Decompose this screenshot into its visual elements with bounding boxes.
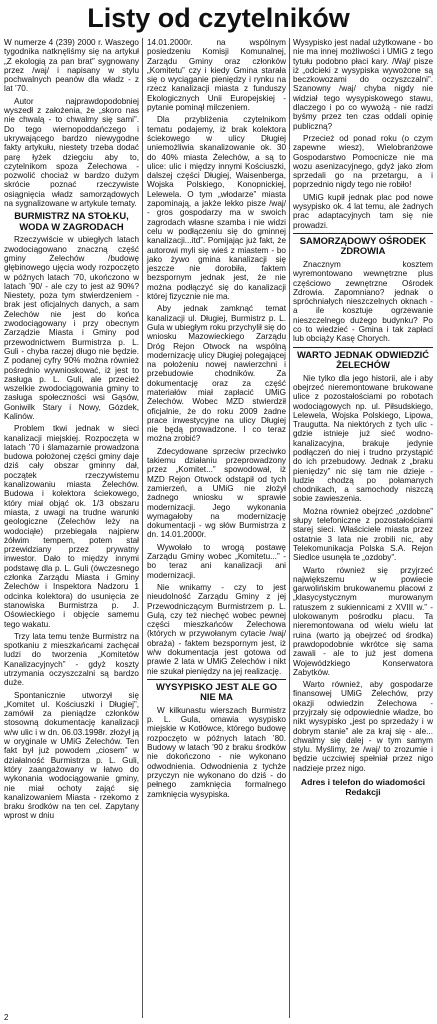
column-divider [289, 38, 290, 1018]
page-title: Listy od czytelników [87, 3, 350, 33]
section-heading: BURMISTRZ NA STOŁKU, WODA W ZAGRODACH [14, 210, 129, 232]
paragraph: 14.01.2000r. na wspólnym posiedzeniu Komisji Komunalnej, Zarządu Gminy oraz członków „Komitetu” czy i kiedy Gmina starała się o wyciąganie pieniędzy i rynku na rzecz kanalizacji miasta z funduszy Ekologicznych Unii Europejskiej - pytanie pominął milczeniem. [147, 38, 286, 113]
paragraph: Przecież od ponad roku (o czym zapewne wiesz), Wielobranżowe Gospodarstwo Pomocnicze nie ma wozu asenizacyjnego, gdyż jako złom sprzedali go na przetargu, a i poprzednio nigdy tego nie robiło! [293, 133, 433, 190]
paragraph: Trzy lata temu tenże Burmistrz na spotkaniu z mieszkańcami zachęcał ludzi do tworzenia „Komitetów Kanalizacyjnych” - gdyż koszty utrzymania oczyszczalni są bardzo duże. [4, 631, 139, 688]
paragraph: Aby jednak zamknąć temat kanalizacji ul. Długiej, Burmistrz p. L. Gula w ubiegłym roku przychylił się do wniosku Mazowieckiego Zarządu Dróg Rejon Otwock na wspólną modernizację ulicy Długiej polegającej na położeniu nowej nawierzchni i przebudowie chodników. Za dokumentację oraz za część materiałów miał zapłacić UMiG Żelechów. Wobec MZD stwierdził oficjalnie, że do roku 2009 żadne prace inwestycyjne na ulicy Długiej nie będą prowadzone. I co teraz można zrobić? [147, 304, 286, 444]
paragraph: Nie tylko dla jego historii, ale i aby obejrzeć nieremontowane brukowane ulice z pozostałościami po robotach wodociągowych np. ul. Piłsudskiego, Lelewela, Wojska Polskiego, Lipowa, Traugutta. Na niektórych z tych ulic - gdzie istnieje już sieć wodno-kanalizacyjna, brakuje jedynie podłączeń do niej i trudno przystąpić do ich przebudowy. Jednak z „braku pieniędzy” nic się tam nie dzieje - ludzie chodzą po połamanych chodnikach, a samochody niszczą sobie zawieszenia. [293, 373, 433, 504]
page-number: 2 [4, 1013, 9, 1022]
column-2 [147, 38, 286, 802]
paragraph: Można również obejrzeć „ozdobne” słupy telefoniczne z pozostałościami starej sieci. Właściciele miasta przez ostatnie 3 lata nie zrobili nic, aby Telekomunikacja Polska S.A. Rejon Siedlce usunęła te „ozdoby”. [293, 506, 433, 563]
paragraph: Warto również się przyjrzeć największemu w powiecie garwolińskim brukowanemu placowi z „klasycystycznym murowanym ratuszem z sukiennicami z XVIII w.” - ulokowanym pośrodku placu. Ta nieremontowana od wielu wielu lat ruina (warto ją obejrzeć od środka) prawdopodobnie wkrótce się sama zawali - ale to już jest domena Wojewódzkiego Konserwatora Zabytków. [293, 565, 433, 677]
paragraph: Wywołało to wrogą postawę Zarządu Gminy wobec „Komitetu...” - bo teraz ani kanalizacji ani modernizacji. [147, 542, 286, 580]
column-1 [4, 38, 139, 824]
paragraph: Warto również, aby gospodarze finansowej UMiG Żelechów, przy okazji odwiedzin Żelechowa - przyjrzały się odpowiednie władze, bo nikt wysypisko „jest po sprzedaży i w dobrym stanie” ale za kraj się - ale... chwalmy się dalej - w tym samym stylu. Myślimy, że /waj/ to zrozumie i będzie uczciwiej spełniał przez nigo nadzieje przez nigo. [293, 680, 433, 773]
paragraph: Zdecydowane sprzeciw przeciwko takiemu działaniu przeprowadzony przez „Komitet...” spowodował, iż MZD Rejon Otwock odstąpił od tych zamierzeń, a UMiG nie złożył żadnego wniosku w sprawie modernizacji. Jego wykonania wymagałoby na modernizację dokumentacji - wg słów Burmistrza z dn. 14.01.2000r. [147, 446, 286, 540]
signature: Adres i telefon do wiadomości Redakcji [300, 777, 426, 798]
paragraph: W kilkunastu wierszach Burmistrz p. L. Gula, omawia wysypisko miejskie w Kotłówce, którego budowę rozpoczęto w późnych latach ’80. Budowy w latach ’90 z braku środków nie dokończono - nie wykonano odwodnienia. Odwodnienia z tychże przyczyn nie wykonano do dziś - do pełnego zamknięcia formalnego zamknięcia wysypiska. [147, 705, 286, 799]
paragraph: W numerze 4 (239) 2000 r. Waszego tygodnika natknęliśmy się na artykuł „Z ekologią za pan brat” sygnowany przez /waj/ i napisany w stylu pochwalnych peanów dla władz - z lat ’70. [4, 38, 139, 94]
paragraph: Spontanicznie utworzył się „Komitet ul. Kościuszki i Długiej”, zamówił za pieniądze członków stosowną dokumentację kanalizacji w/w ulic i w dn. 06.03.1998r. złożył ją w oryginale w UMiG Żelechów. Ten fakt był już powodem „ciosem” w działalność Burmistrza p. L. Guli, który zaangażowany w łatwo do wykonania wodociągowanie gminy, nie miał ochoty zająć się kanalizowaniem Miasta - rzekomo z braku środków na ten cel. Zapytany wprost w dniu [4, 690, 139, 821]
paragraph: UMiG kupił jednak plac pod nowe wysypisko ok. 4 lat temu, ale żadnych prac adaptacyjnych tam się nie prowadzi. [293, 192, 433, 230]
paragraph: Rzeczywiście w ubiegłych latach zwodociągowano znaczną część gminy Żelechów /budowę głębinowego ujęcia wody rozpoczęto w późnych latach ’70, ukończono w latach ’90/ - ale czy to jest aż 90%? Niestety, poza tym stwierdzeniem - brak jest oficjalnych danych, a sam Żelechów nie jest do końca zwodociągowany i przy obecnym Zarządzie Miasta i Gminy pod przewodnictwem Burmistrza p. L. Guli - chyba raczej długo nie będzie. Z podanej cyfry 90% można również pośrednio wywnioskować, iż jest to zasługa p. L. Guli, ale przecież wszelkie zwodociągowania gminy to zasługa społeczności wsi Gąsów, Goniwilk Stary i Nowy, Gózdek, Kalinów. [4, 235, 139, 421]
paragraph: Wysypisko jest nadal użytkowane - bo nie ma innej możliwości i UMiG z tego tytułu podobno płaci kary. /Waj/ pisze iż „odcieki z wysypiska wywożone są beczkowozami do oczyszczalni”. Szanowny /waj/ chyba nigdy nie widział tego wysypiskowego stawu, dlaczego i po co wywożą - nie radzi byśmy przez ten czas oddali opinię publiczną? [293, 38, 433, 131]
paragraph: Dla przybliżenia czytelnikom tematu podajemy, iż brak kolektora ściekowego w ulicy Długiej uniemożliwia skanalizowanie ok. 30 do 40% miasta Żelechów, a są to ulice: ulic i między innymi Kościuszki, dalszej części Długiej, Waisenberga, Wojska Polskiego, Konopnickiej, Lelewela. O tym „włodarze” miasta zapominają, a jakże lekko pisze /waj/ - gros gospodarzy ma w swoich zagrodach własne szamba i nie widzi celu w podłączeniu się do gminnej kanalizacji...itd”. Pomijając już fakt, że autorowi myli się wieś z miastem - bo jako żywo gmina kanalizacji się jeszcze nie dorobiła, faktem bezspornym jednak jest, że nie można podłączyć się do kanalizacji której fizycznie nie ma. [147, 115, 286, 302]
column-divider [142, 38, 143, 1018]
section-heading: SAMORZĄDOWY OŚRODEK ZDROWIA [293, 233, 433, 257]
paragraph: Nie wnikamy - czy to jest nieudolność Zarządu Gminy z jej Przewodniczącym Burmistrzem p. L. Gulą, czy też niechęć wobec pewnej części mieszkańców Żelechowa (których w przywołanym cytacie /waj/ obraża) - faktem bezspornym jest, iż w/w dokumentacja jest gotowa od prawie 2 lata w UMiG Żelechów i nikt nie szukał pieniędzy na jej realizację. [147, 582, 286, 676]
paragraph: Problem tkwi jednak w sieci kanalizacji miejskiej. Rozpoczęta w latach ’70 i ślamazarnie prowadzona budowa położonej części gminy daje dziś cały obszar gminny dał, początek rzeczywistemu kanalizowaniu miasta Żelechów. Budowa i kolektora ściekowego, który miał objąć ok. 1/3 obszaru miasta, z uwagi na trudne warunki geologiczne (Żelechów leży na wodociąłe) przebiegała najpierw żółwim tempem, potem stał przewidziany przez prywatny inwestor. Dało to między innymi podstawę dla p. L. Guli (ówczesnego członka Zarządu Miasta i Gminy Żelechów i Inspektora Nadzoru 1 odcinka kolektora) do usunięcia ze stanowiska Burmistrza p. J. Ośowieckiego i objęcie samemu tego wakatu. [4, 424, 139, 629]
section-heading: WARTO JEDNAK ODWIEDZIĆ ŻELECHÓW [293, 347, 433, 371]
masthead [0, 0, 437, 36]
section-heading: WYSYPISKO JEST ALE GO NIE MA [147, 679, 286, 703]
paragraph: Znacznym kosztem wyremontowano wewnętrzne plus częściowo zewnętrzne Ośrodek Zdrowia. Zapomniano? jednak o spróchniałych nieszczelnych oknach - a ile kosztuje ogrzewanie nieszczelnego dużego budynku? Po co to wiedzieć - Gmina i tak zapłaci lub obciąży Kasę Chorych. [293, 259, 433, 344]
paragraph: Autor najprawdopodobniej wyszedł z założenia, że „skoro nas nie chwalą - to chwalmy się sami”. Do tego wiernopoddańczego i ukrywającego bardzo niewygodne fakty artykułu, niestety trzeba dodać parę łyżek dziegciu aby to, czytelnikom spoza Żelechowa - pozwolić chociaż w bardzo dużym skrócie poznać rzeczywiste osiągnięcia władz samorządowych na sygnalizowane w artykule tematy. [4, 96, 139, 209]
column-3 [293, 38, 433, 797]
